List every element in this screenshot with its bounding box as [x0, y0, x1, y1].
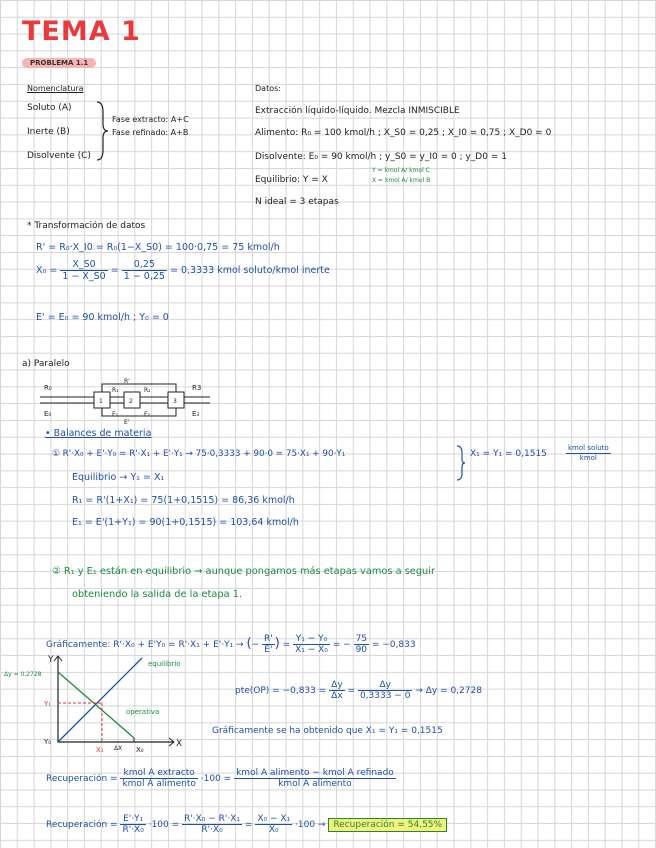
lbl-e0: E₀	[44, 410, 52, 418]
ratio-den: 90	[355, 645, 368, 655]
lbl-s1: 1	[99, 398, 103, 405]
recuperacion-line-1	[46, 768, 396, 789]
result-units-num: kmol soluto	[568, 444, 609, 452]
x0-frac	[60, 259, 107, 282]
delta-y-label: Δy = 0,2728	[4, 671, 42, 678]
recuperacion-line-2: Recuperación = $\frac{\text{E'·Y₁}}{\text{R'·X₀}}$ ·100 = $\frac{\text{R'·X₀ − R'·X₁}}{\text{R'·X₀}}$ = $\frac{\text{X₀ − X₁}}{\text{X₀}}$ ·100 → Recuperación = 54,55%	[46, 814, 447, 835]
transformacion-heading: * Transformación de datos	[27, 221, 146, 231]
fase-refinado: Fase refinado: A+B	[112, 128, 189, 137]
rec2-num-1: E'·Y₁	[120, 814, 145, 825]
pte-frac-1	[329, 680, 344, 701]
pte-num-2: Δy	[358, 680, 412, 691]
x0-den: 1 − X_S0	[62, 271, 106, 282]
x1-label: X₁	[96, 746, 104, 754]
grafico-conclusion: Gráficamente se ha obtenido que X₁ = Y₁ = 0,1515	[212, 726, 443, 736]
balances-heading: • Balances de materia	[45, 428, 152, 439]
slope-num: R'	[263, 634, 273, 644]
rec-mid: ·100 =	[200, 774, 232, 784]
paralelo-heading: a) Paralelo	[22, 359, 70, 369]
equilibrium-line	[58, 658, 142, 742]
page-title: TEMA 1	[22, 16, 141, 47]
pte-den-2: 0,3333 − 0	[359, 691, 411, 701]
y1-label: Y₁	[44, 700, 52, 708]
lbl-r3: R3	[192, 384, 202, 392]
rec2-frac-2	[182, 814, 242, 835]
recuperacion-final-highlight: Recuperación = 54,55%	[328, 818, 447, 832]
grafico-equation: Gráficamente: R'·X₀ + E'Y₀ = R'·X₁ + E'·Y₁ → (− $\frac{R'}{E'}$ ) = $\frac{\text{Y₁ − Y₀}}{\text{X₁ − X₀}}$ = − $\frac{75}{90}$ = −0,833	[46, 634, 416, 655]
lbl-e3: E₃	[192, 410, 200, 418]
pte-line: pte(OP) = −0,833 = $\frac{\Delta y}{\Delta x}$ = $\frac{\Delta y}{0,3333 - 0}$ → Δy = 0,2728	[235, 680, 482, 701]
rec2-num-2: R'·X₀ − R'·X₁	[184, 814, 241, 824]
recuperacion-lhs: Recuperación =	[46, 774, 118, 784]
pte-lhs: pte(OP) = −0,833 =	[235, 686, 327, 696]
rec-den-2: kmol A alimento	[278, 779, 352, 789]
lbl-e: E'	[124, 419, 130, 426]
rec-num-2: kmol A alimento − kmol A refinado	[236, 768, 394, 778]
transformacion-line-3: E' = E₀ = 90 kmol/h ; Y₀ = 0	[36, 312, 169, 323]
rec2-times: ·100 =	[148, 820, 180, 830]
x0-lhs: X₀ =	[36, 265, 58, 276]
nomenclatura-brace	[95, 100, 109, 162]
slope-den: E'	[264, 645, 273, 655]
operative-line	[58, 672, 134, 738]
x0-label: X₀	[136, 746, 144, 754]
lbl-e2: E₂	[144, 411, 151, 418]
yx-den: X₁ − X₀	[295, 645, 328, 655]
grafico-yx-frac	[293, 634, 330, 655]
balances-line-4: E₁ = E'(1+Y₁) = 90(1+0,1515) = 103,64 kmol/h	[72, 517, 299, 528]
nomenclatura-heading: Nomenclatura	[27, 84, 84, 93]
pte-frac-2	[358, 680, 412, 701]
datos-line-5: N ideal = 3 etapas	[255, 197, 339, 207]
rec-den-1: kmol A alimento	[122, 779, 196, 789]
paralelo-diagram	[40, 378, 215, 426]
rec2-arrow: ·100 →	[295, 820, 326, 830]
balances-result-units	[566, 444, 611, 463]
rec-frac-1	[120, 768, 197, 789]
lbl-s3: 3	[173, 398, 177, 405]
datos-line-3: Disolvente: E₀ = 90 kmol/h ; y_S0 = y_I0 = 0 ; y_D0 = 1	[255, 152, 507, 162]
lbl-r0: R₀	[44, 384, 52, 392]
transformacion-x0: X₀ = $\frac{X\_S0}{1 - X\_S0}$ = $\frac{0,25}{1 - 0,25}$ = 0,3333 kmol soluto/kmol inerte	[36, 259, 330, 282]
rec2-frac-1	[120, 814, 145, 835]
balances-result: X₁ = Y₁ = 0,1515	[470, 449, 547, 459]
grafico-slope-frac	[262, 634, 275, 655]
eq-def-x: X = kmol A/ kmol B	[372, 177, 431, 184]
rec-frac-2	[234, 768, 396, 789]
x0-result: = 0,3333 kmol soluto/kmol inerte	[169, 265, 330, 276]
lbl-r1: R₁	[112, 387, 119, 394]
pte-result: → Δy = 0,2728	[415, 686, 482, 696]
x0-num: X_S0	[60, 259, 107, 271]
x0-frac-2	[122, 259, 167, 282]
nomenclatura-inerte: Inerte (B)	[27, 127, 70, 137]
nomenclatura-soluto: Soluto (A)	[27, 103, 72, 113]
result-units-frac	[566, 444, 611, 463]
rec2-frac-3	[255, 814, 292, 835]
nomenclatura-disolvente: Disolvente (C)	[27, 151, 91, 161]
balances-line-2: Equilibrio → Y₁ = X₁	[72, 472, 165, 483]
lbl-e1: E₁	[112, 411, 119, 418]
axis-x-label: X	[176, 739, 183, 749]
rec2-den-3: X₀	[268, 825, 279, 835]
lbl-s2: 2	[129, 398, 133, 405]
eq-line-label: equilibrio	[148, 660, 181, 668]
recuperacion-lhs-2: Recuperación =	[46, 820, 118, 830]
nota-line-2: obteniendo la salida de la etapa 1.	[72, 589, 243, 600]
eq-def-y: Y = kmol A/ kmol C	[372, 167, 430, 174]
dx-label: ΔX	[114, 745, 123, 752]
balances-line-3: R₁ = R'(1+X₁) = 75(1+0,1515) = 86,36 kmol/h	[72, 495, 295, 506]
lbl-r2: R₂	[144, 387, 151, 394]
balances-line-1: ① R'·X₀ + E'·Y₀ = R'·X₁ + E'·Y₁ → 75·0,3333 + 90·0 = 75·X₁ + 90·Y₁	[52, 449, 346, 459]
ratio-num: 75	[355, 634, 368, 644]
datos-line-4: Equilibrio: Y = X	[255, 175, 328, 185]
pte-num-1: Δy	[331, 680, 343, 690]
grafico-plot	[4, 652, 194, 754]
pte-den-1: Δx	[331, 691, 343, 701]
slope-value: = −0,833	[371, 640, 416, 650]
grafico-ratio-frac	[354, 634, 369, 655]
rec2-den-1: R'·X₀	[122, 825, 144, 835]
rec2-num-3: X₀ − X₁	[257, 814, 291, 824]
x0-den-2: 1 − 0,25	[123, 271, 165, 282]
yx-num: Y₁ − Y₀	[293, 634, 330, 645]
transformacion-line-1: R' = R₀·X_I0 = R₀(1−X_S0) = 100·0,75 = 75 kmol/h	[36, 242, 280, 253]
fase-extracto: Fase extracto: A+C	[112, 115, 189, 124]
x0-num-2: 0,25	[122, 259, 167, 271]
lbl-rp: R'	[124, 378, 130, 385]
y0-label: Y₀	[44, 738, 52, 746]
grafico-eq-line: Gráficamente: R'·X₀ + E'Y₀ = R'·X₁ + E'·Y₁ →	[46, 640, 244, 650]
rec2-den-2: R'·X₀	[201, 825, 223, 835]
op-line-label: operativa	[126, 708, 160, 716]
axis-y-label: Y	[48, 655, 54, 665]
datos-line-1: Extracción líquido-líquido. Mezcla INMISCIBLE	[255, 106, 460, 116]
result-units-den: kmol	[579, 454, 597, 462]
problem-badge: PROBLEMA 1.1	[22, 58, 96, 68]
balances-brace	[456, 445, 466, 481]
datos-heading: Datos:	[255, 84, 281, 93]
rec-num-1: kmol A extracto	[120, 768, 197, 779]
nota-line-1: ② R₁ y E₁ están en equilibrio → aunque pongamos más etapas vamos a seguir	[52, 566, 436, 577]
datos-line-2: Alimento: R₀ = 100 kmol/h ; X_S0 = 0,25 ; X_I0 = 0,75 ; X_D0 = 0	[255, 128, 552, 138]
